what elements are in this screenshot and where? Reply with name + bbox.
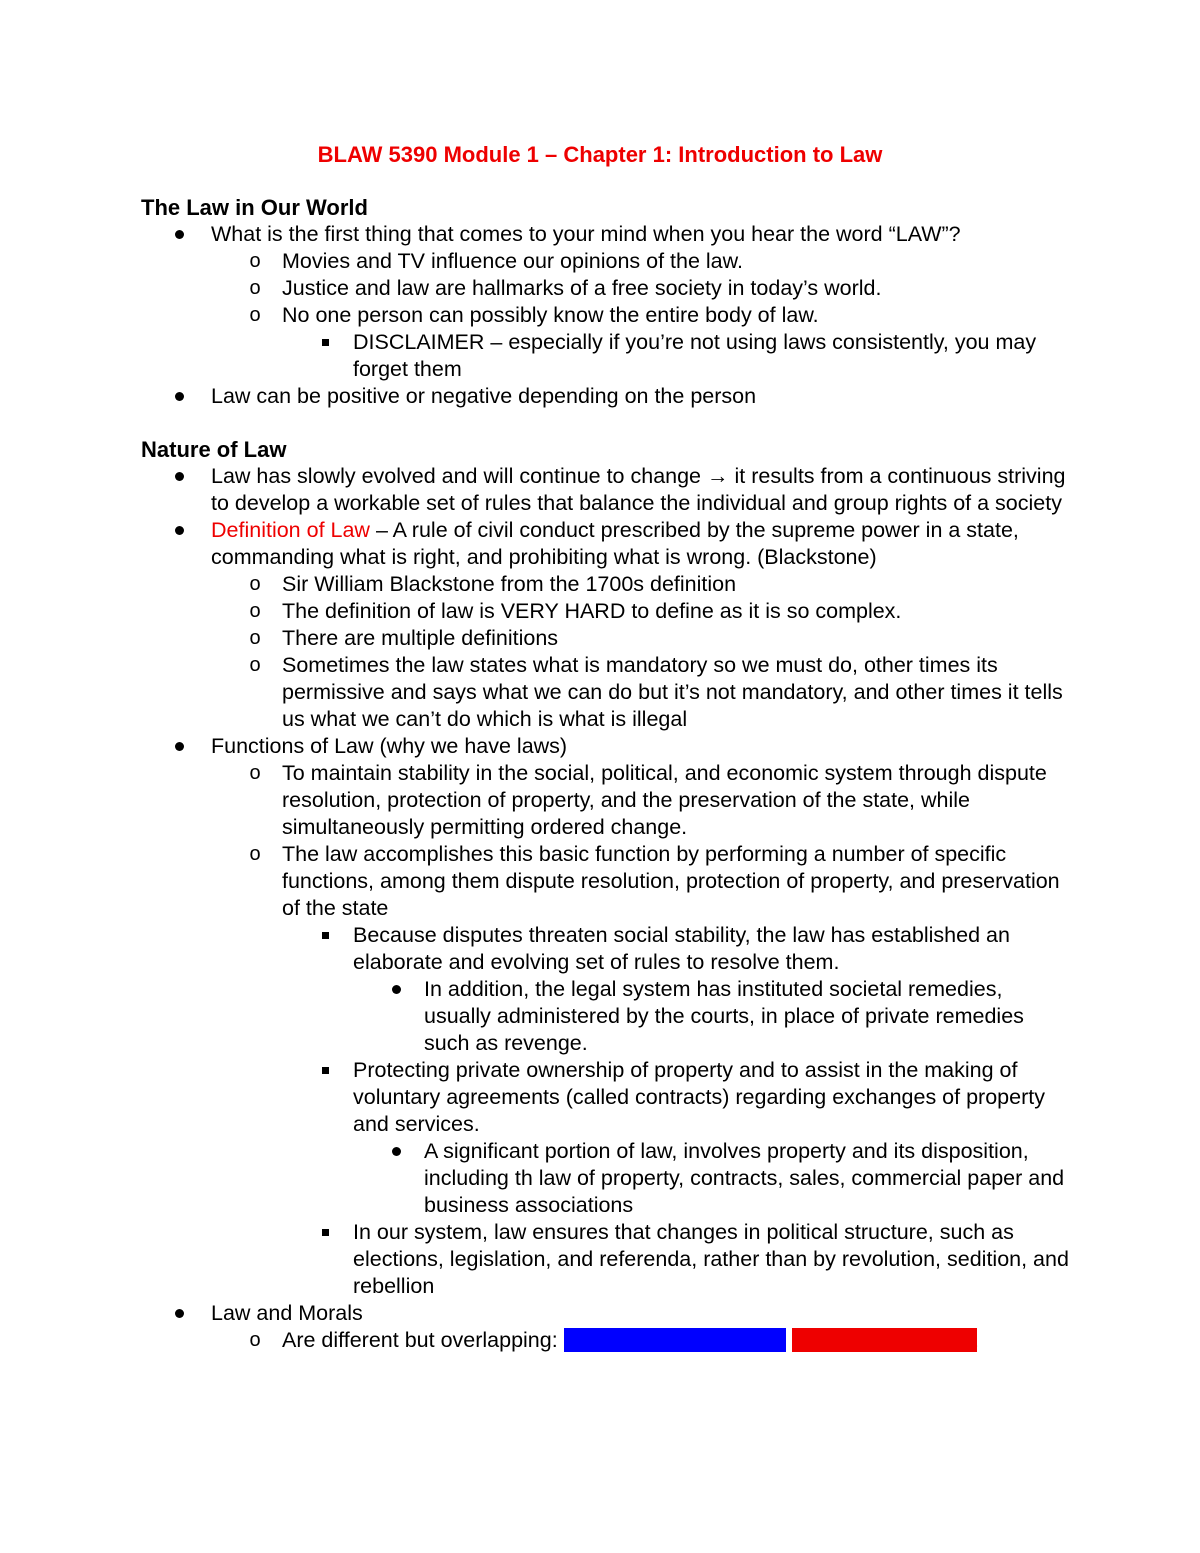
list-item — [141, 760, 1071, 841]
bullet-circle-icon: o — [249, 277, 261, 299]
bullet-circle-icon: o — [249, 304, 261, 326]
bullet-circle-icon: o — [249, 573, 261, 595]
list-item-text: There are multiple definitions — [282, 626, 559, 650]
list-item — [141, 922, 1071, 976]
list-item — [141, 625, 1071, 652]
list-item — [141, 248, 1071, 275]
definition-term: Definition of Law — [211, 518, 370, 542]
list-item — [141, 517, 1071, 571]
bullet-list — [141, 463, 1071, 1354]
list-item — [141, 598, 1071, 625]
list-item — [141, 1138, 1071, 1219]
list-item — [141, 275, 1071, 302]
list-item-text: Movies and TV influence our opinions of the law. — [282, 249, 743, 273]
document-title: BLAW 5390 Module 1 – Chapter 1: Introduction to Law — [317, 142, 883, 167]
list-item — [141, 571, 1071, 598]
arrow-right-icon: → — [707, 464, 729, 488]
list-item — [141, 463, 1071, 517]
list-item — [141, 1300, 1071, 1327]
list-item-text: it results from a continuous striving to develop a workable set of rules that balance the individual and group rights of a society — [211, 464, 1066, 515]
list-item-text: What is the first thing that comes to your mind when you hear the word “LAW”? — [211, 222, 961, 246]
bullet-circle-icon: o — [249, 762, 261, 784]
list-item-text: Law can be positive or negative depending on the person — [211, 384, 757, 408]
list-item — [141, 1219, 1071, 1300]
list-item — [141, 302, 1071, 329]
bullet-circle-icon: o — [249, 654, 261, 676]
list-item — [141, 733, 1071, 760]
highlight-red-text: while morals do not — [791, 1328, 978, 1352]
list-item-text: – A rule of civil conduct prescribed by the supreme power in a state, commanding what is right, and prohibiting what is wrong. (Blackstone) — [211, 518, 1019, 569]
list-item — [141, 841, 1071, 922]
list-item-text: Protecting private ownership of property and to assist in the making of voluntary agreements (called contracts) regarding exchanges of property and services. — [353, 1058, 1045, 1136]
document-body — [141, 194, 1071, 1354]
list-item-text: Sir William Blackstone from the 1700s definition — [282, 572, 737, 596]
list-item-text: Law and Morals — [211, 1301, 363, 1325]
list-item-text: Sometimes the law states what is mandatory so we must do, other times its permissive and says what we can do but it’s not mandatory, and other times it tells us what we can’t do which is what is illegal — [282, 653, 1063, 731]
highlight-blue-text: law provides sanctions, — [563, 1328, 786, 1352]
section-heading: Nature of Law — [141, 437, 287, 462]
list-item — [141, 1057, 1071, 1138]
list-item-text: Functions of Law (why we have laws) — [211, 734, 568, 758]
bullet-circle-icon: o — [249, 600, 261, 622]
bullet-circle-icon: o — [249, 843, 261, 865]
list-item — [141, 329, 1071, 383]
list-item-text: In our system, law ensures that changes in political structure, such as elections, legislation, and referenda, rather than by revolution, sedition, and rebellion — [353, 1220, 1069, 1298]
list-item-text: A significant portion of law, involves property and its disposition, including th law of property, contracts, sales, commercial paper and business associations — [424, 1139, 1065, 1217]
list-item-text: Are different but overlapping: — [282, 1328, 558, 1352]
list-item-text: The definition of law is VERY HARD to define as it is so complex. — [282, 599, 902, 623]
list-item-text: The law accomplishes this basic function by performing a number of specific functions, among them dispute resolution, protection of property, and preservation of the state — [282, 842, 1060, 920]
list-item-text: In addition, the legal system has instituted societal remedies, usually administered by the courts, in place of private remedies such as revenge. — [424, 977, 1024, 1055]
list-item-text: DISCLAIMER – especially if you’re not using laws consistently, you may forget them — [353, 330, 1037, 381]
bullet-circle-icon: o — [249, 627, 261, 649]
list-item-text: Justice and law are hallmarks of a free society in today’s world. — [282, 276, 882, 300]
bullet-circle-icon: o — [249, 1329, 261, 1351]
section-heading: The Law in Our World — [141, 195, 368, 220]
list-item-text: To maintain stability in the social, political, and economic system through dispute resolution, protection of property, and the preservation of the state, while simultaneously permitting ordered change. — [282, 761, 1047, 839]
list-item — [141, 652, 1071, 733]
list-item-text: Law has slowly evolved and will continue to change — [211, 464, 702, 488]
list-item — [141, 383, 1071, 410]
list-item-text: Because disputes threaten social stability, the law has established an elaborate and evolving set of rules to resolve them. — [353, 923, 1010, 974]
list-item — [141, 1327, 1071, 1354]
list-item — [141, 221, 1071, 248]
list-item-text: No one person can possibly know the entire body of law. — [282, 303, 819, 327]
bullet-circle-icon: o — [249, 250, 261, 272]
list-item — [141, 976, 1071, 1057]
bullet-list — [141, 221, 1071, 410]
